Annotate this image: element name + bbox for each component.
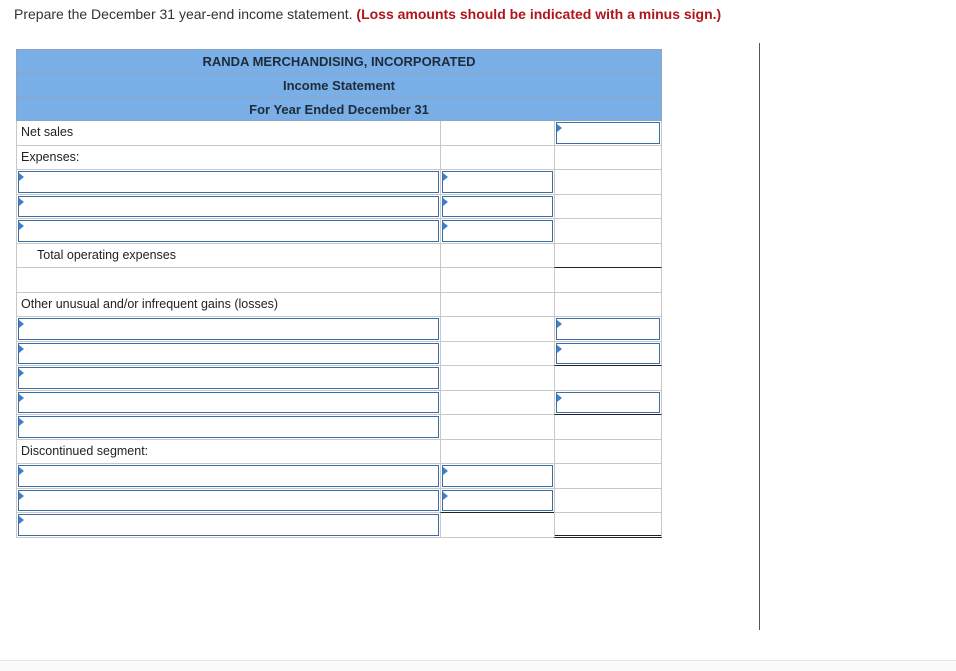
empty-cell	[554, 489, 662, 514]
gain-label-input-1[interactable]	[18, 318, 439, 340]
table-row	[16, 391, 662, 416]
empty-cell	[440, 293, 554, 318]
gain-label-cell	[16, 342, 440, 367]
table-row	[16, 366, 662, 391]
net-income-amount-cell	[554, 513, 662, 538]
discontinued-amount-cell	[440, 464, 554, 489]
expense-amount-cell	[440, 170, 554, 195]
empty-cell	[440, 146, 554, 171]
net-sales-input[interactable]	[556, 122, 660, 144]
discontinued-label-input-2[interactable]	[18, 490, 439, 512]
expense-amount-input-2[interactable]	[442, 196, 553, 218]
expense-label-cell	[16, 170, 440, 195]
gain-label-cell	[16, 317, 440, 342]
expense-label-cell	[16, 195, 440, 220]
empty-cell	[440, 391, 554, 416]
expenses-label: Expenses:	[16, 146, 440, 171]
empty-cell	[554, 268, 662, 293]
empty-cell	[440, 317, 554, 342]
table-row	[16, 317, 662, 342]
bottom-strip	[0, 660, 956, 671]
table-row	[16, 219, 662, 244]
statement-period: For Year Ended December 31	[16, 97, 662, 121]
empty-cell	[440, 342, 554, 367]
total-operating-expenses-label: Total operating expenses	[16, 244, 440, 269]
empty-cell	[554, 146, 662, 171]
instructions	[14, 6, 721, 22]
empty-cell	[554, 366, 662, 391]
discontinued-segment-label: Discontinued segment:	[16, 440, 440, 465]
empty-cell	[440, 268, 554, 293]
net-income-label-cell	[16, 513, 440, 538]
empty-cell	[440, 244, 554, 269]
empty-cell	[16, 268, 440, 293]
discontinued-amount-input-2[interactable]	[442, 490, 553, 512]
empty-cell	[440, 440, 554, 465]
empty-cell	[554, 195, 662, 220]
table-row	[16, 268, 662, 293]
table-row	[16, 440, 662, 465]
expense-amount-input-3[interactable]	[442, 220, 553, 242]
empty-cell	[554, 415, 662, 440]
table-row	[16, 244, 662, 269]
gain-label-input-3[interactable]	[18, 367, 439, 389]
net-sales-label: Net sales	[16, 121, 440, 146]
empty-cell	[440, 513, 554, 538]
expense-label-input-2[interactable]	[18, 196, 439, 218]
gain-amount-cell	[554, 342, 662, 367]
table-row	[16, 121, 662, 146]
other-gains-losses-label: Other unusual and/or infrequent gains (losses)	[16, 293, 440, 318]
expense-label-input-1[interactable]	[18, 171, 439, 193]
empty-cell	[554, 464, 662, 489]
loss-warning: (Loss amounts should be indicated with a minus sign.)	[356, 6, 722, 22]
empty-cell	[554, 170, 662, 195]
gain-amount-cell	[554, 317, 662, 342]
discontinued-label-cell	[16, 489, 440, 514]
gain-label-cell	[16, 391, 440, 416]
table-row	[16, 170, 662, 195]
gain-label-input-5[interactable]	[18, 416, 439, 438]
expense-amount-cell	[440, 195, 554, 220]
table-row	[16, 342, 662, 367]
expense-amount-input-1[interactable]	[442, 171, 553, 193]
gain-amount-input-4[interactable]	[556, 392, 660, 414]
gain-label-cell	[16, 415, 440, 440]
expense-amount-cell	[440, 219, 554, 244]
net-sales-cell	[554, 121, 662, 146]
empty-cell	[440, 366, 554, 391]
total-operating-expenses-cell	[554, 244, 662, 269]
expense-label-cell	[16, 219, 440, 244]
table-row	[16, 195, 662, 220]
gain-amount-cell	[554, 391, 662, 416]
gain-label-cell	[16, 366, 440, 391]
empty-cell	[554, 219, 662, 244]
statement-title: Income Statement	[16, 73, 662, 97]
instructions-text: Prepare the December 31 year-end income statement.	[14, 6, 357, 22]
gain-amount-input-1[interactable]	[556, 318, 660, 340]
discontinued-label-input-1[interactable]	[18, 465, 439, 487]
gain-label-input-2[interactable]	[18, 343, 439, 365]
empty-cell	[554, 293, 662, 318]
empty-cell	[440, 415, 554, 440]
table-row	[16, 513, 662, 538]
table-row	[16, 464, 662, 489]
net-income-label-input[interactable]	[18, 514, 439, 536]
gain-amount-input-2[interactable]	[556, 343, 660, 365]
expense-label-input-3[interactable]	[18, 220, 439, 242]
discontinued-amount-input-1[interactable]	[442, 465, 553, 487]
discontinued-amount-cell	[440, 489, 554, 514]
discontinued-label-cell	[16, 464, 440, 489]
company-name: RANDA MERCHANDISING, INCORPORATED	[16, 49, 662, 73]
gain-label-input-4[interactable]	[18, 392, 439, 414]
empty-cell	[440, 121, 554, 146]
table-row	[16, 146, 662, 171]
income-statement-table	[16, 49, 662, 538]
table-row	[16, 489, 662, 514]
divider-line	[759, 43, 760, 630]
table-row	[16, 293, 662, 318]
table-row	[16, 415, 662, 440]
empty-cell	[554, 440, 662, 465]
